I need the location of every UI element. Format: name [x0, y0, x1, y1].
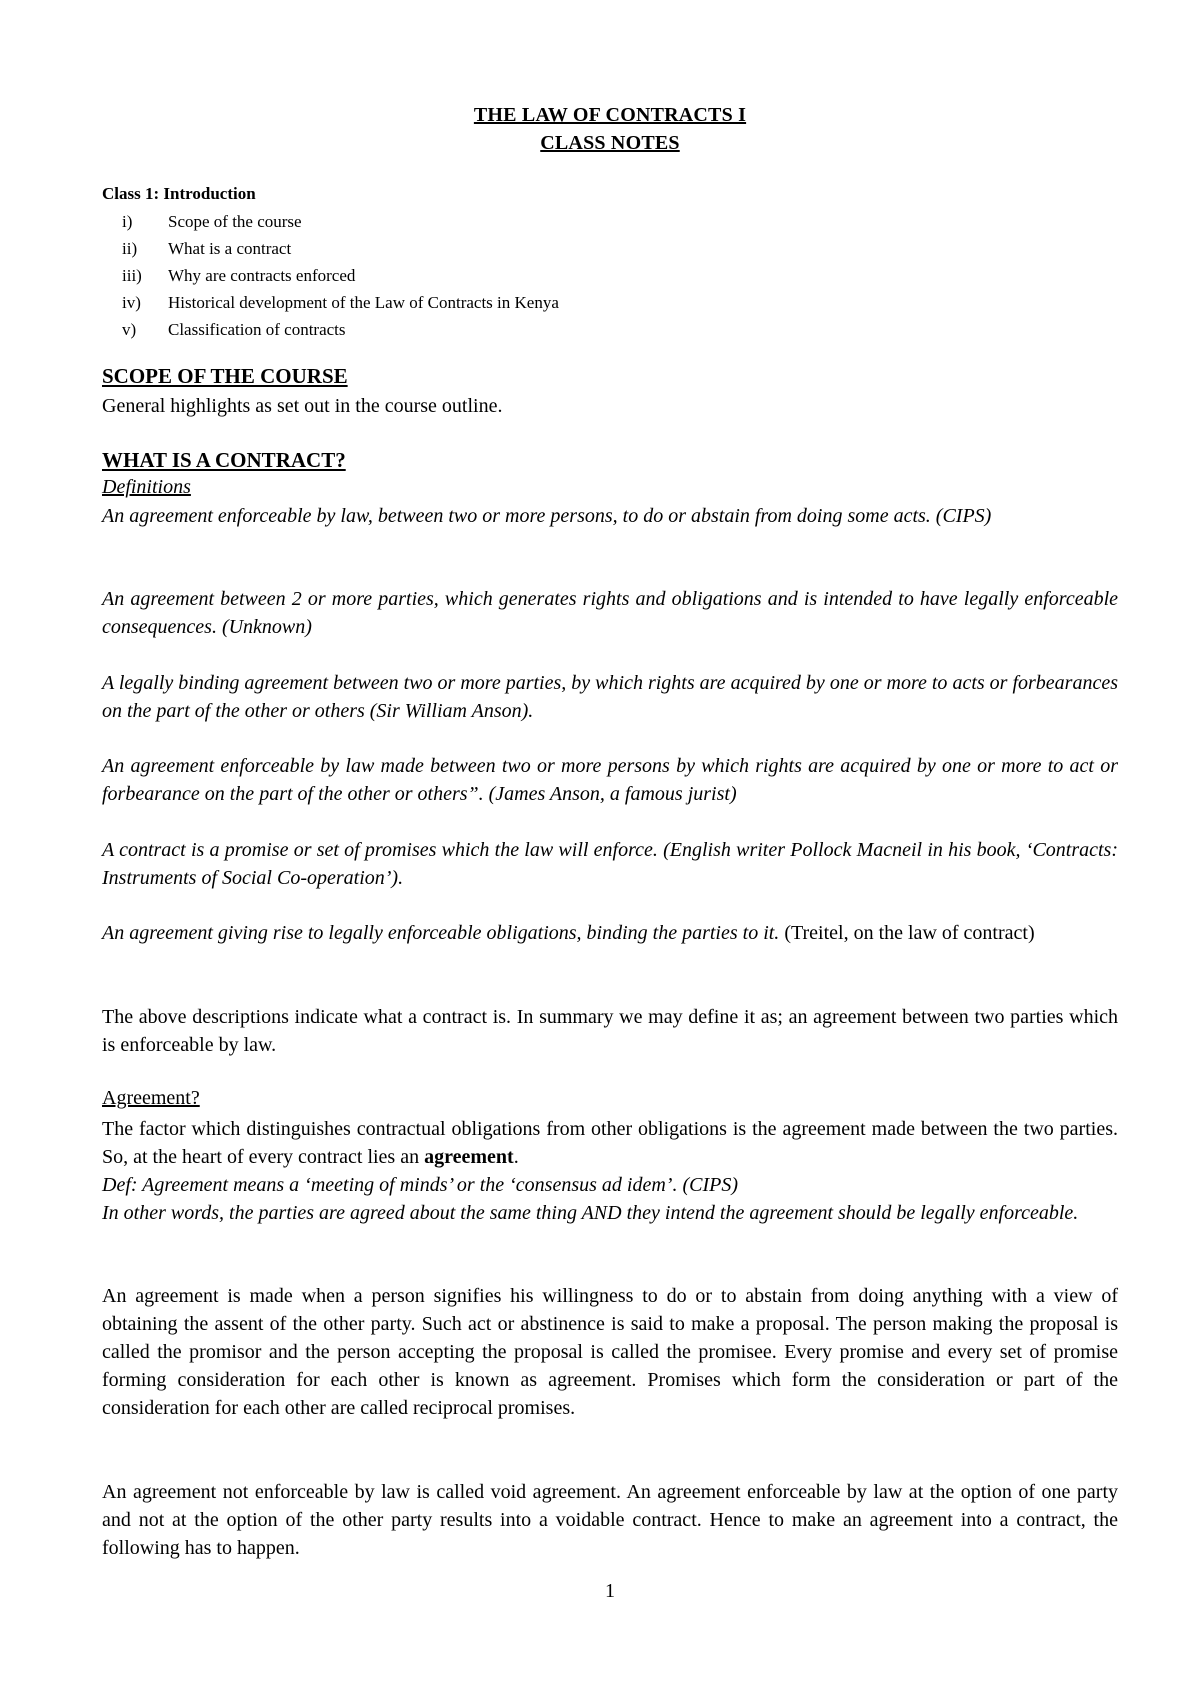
list-number: iv) — [122, 293, 141, 312]
list-item — [122, 316, 559, 343]
definition-6-source: (Treitel, on the law of contract) — [779, 922, 1035, 944]
class-heading: Class 1: Introduction — [102, 184, 256, 203]
document-title: THE LAW OF CONTRACTS I — [473, 104, 747, 126]
definition-3: A legally binding agreement between two or more parties, by which rights are acquired by one or more to acts or forbearances on the part of the other or others (Sir William Anson). — [102, 672, 1118, 722]
list-number: v) — [122, 320, 137, 339]
list-text: Classification of contracts — [168, 320, 346, 339]
scope-paragraph: General highlights as set out in the course outline. — [102, 395, 503, 417]
list-item — [122, 235, 559, 262]
definitions-label: Definitions — [102, 476, 191, 498]
list-number: i) — [122, 212, 133, 231]
definition-6 — [102, 919, 1118, 947]
definition-5: A contract is a promise or set of promises which the law will enforce. (English writer Pollock Macneil in his book, ‘Contracts: Instruments of Social Co-operation’). — [102, 839, 1118, 889]
list-text: Historical development of the Law of Contracts in Kenya — [168, 293, 559, 312]
definition-4: An agreement enforceable by law made between two or more persons by which rights are acquired by one or more to act or forbearance on the part of the other or others”. (James Anson, a famous jurist) — [102, 755, 1118, 805]
list-item — [122, 289, 559, 316]
proposal-paragraph: An agreement is made when a person signifies his willingness to do or to abstain from doing anything with a view of obtaining the assent of the other party. Such act or abstinence is said to make a proposal. The person making the proposal is called the promisor and the person accepting the proposal is called the promisee. Every promise and every set of promise forming consideration for each other is known as agreement. Promises which form the consideration or part of the consideration for each other are called reciprocal promises. — [102, 1285, 1118, 1419]
summary-paragraph: The above descriptions indicate what a contract is. In summary we may define it as; an agreement between two parties which is enforceable by law. — [102, 1006, 1118, 1056]
void-agreement-paragraph: An agreement not enforceable by law is called void agreement. An agreement enforceable by law at the option of one party and not at the option of the other party results into a voidable contract. Hence to make an agreement into a contract, the following has to happen. — [102, 1481, 1118, 1559]
definition-1: An agreement enforceable by law, between two or more persons, to do or abstain from doing some acts. (CIPS) — [102, 505, 992, 527]
list-number: iii) — [122, 266, 142, 285]
definition-2: An agreement between 2 or more parties, which generates rights and obligations and is intended to have legally enforceable consequences. (Unknown) — [102, 588, 1118, 638]
topic-list — [122, 208, 559, 343]
agreement-emphasis: agreement — [424, 1146, 514, 1168]
agreement-definition: Def: Agreement means a ‘meeting of minds’ or the ‘consensus ad idem’. (CIPS) — [102, 1174, 738, 1196]
contract-heading: WHAT IS A CONTRACT? — [102, 448, 346, 472]
agreement-end: . — [513, 1146, 519, 1168]
agreement-text: The factor which distinguishes contractual obligations from other obligations is the agreement made between the two parties. So, at the heart of every contract lies an — [102, 1118, 1118, 1168]
scope-heading: SCOPE OF THE COURSE — [102, 364, 348, 388]
list-text: Scope of the course — [168, 212, 302, 231]
page-number: 1 — [605, 1580, 615, 1602]
agreement-label: Agreement? — [102, 1087, 200, 1109]
list-item — [122, 208, 559, 235]
agreement-explanation: In other words, the parties are agreed about the same thing AND they intend the agreement should be legally enforceable. — [102, 1202, 1079, 1224]
agreement-paragraph — [102, 1115, 1118, 1171]
list-number: ii) — [122, 239, 138, 258]
list-text: What is a contract — [168, 239, 292, 258]
list-text: Why are contracts enforced — [168, 266, 356, 285]
list-item — [122, 262, 559, 289]
document-subtitle: CLASS NOTES — [540, 132, 680, 154]
definition-6-text: An agreement giving rise to legally enforceable obligations, binding the parties to it. — [102, 922, 780, 944]
